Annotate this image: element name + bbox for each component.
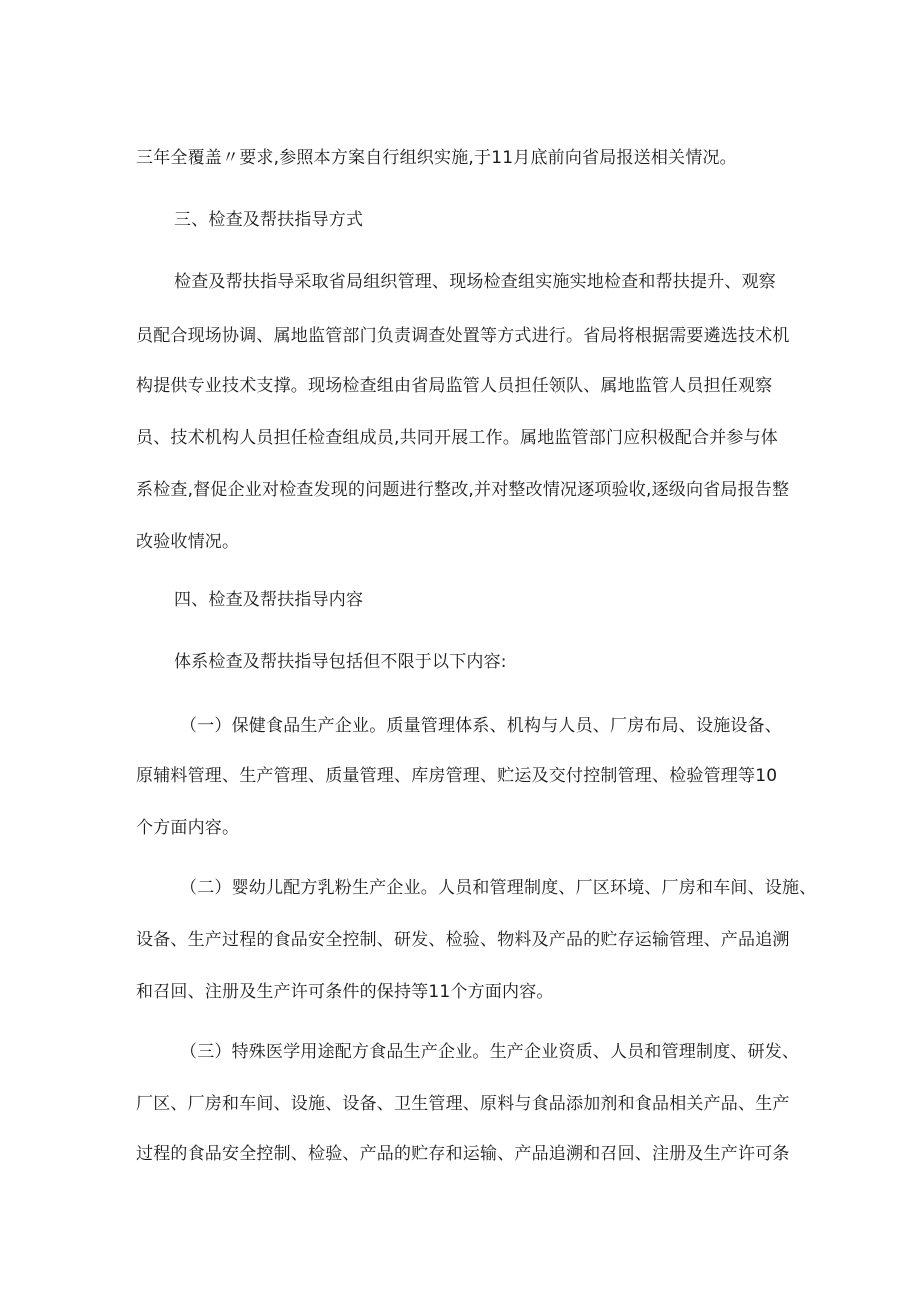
section-heading: 四、检查及帮扶指导内容 (174, 590, 364, 610)
list-item-line: 原辅料管理、生产管理、质量管理、库房管理、贮运及交付控制管理、检验管理等10 (136, 766, 778, 786)
paragraph-line: 构提供专业技术支撑。现场检查组由省局监管人员担任领队、属地监管人员担任观察 (136, 376, 773, 396)
list-item-line: （一）保健食品生产企业。质量管理体系、机构与人员、厂房布局、设施设备、 (180, 716, 782, 736)
paragraph-line: 体系检查及帮扶指导包括但不限于以下内容: (174, 652, 507, 672)
paragraph-line: 检查及帮扶指导采取省局组织管理、现场检查组实施实地检查和帮扶提升、观察 (174, 272, 776, 292)
paragraph-line: 员配合现场协调、属地监管部门负责调查处置等方式进行。省局将根据需要遴选技术机 (136, 326, 790, 346)
paragraph-line: 系检查,督促企业对检查发现的问题进行整改,并对整改情况逐项验收,逐级向省局报告整 (136, 480, 790, 500)
section-heading: 三、检查及帮扶指导方式 (174, 210, 364, 230)
list-item-line: 和召回、注册及生产许可条件的保持等11个方面内容。 (136, 982, 554, 1002)
paragraph-line: 改验收情况。 (136, 532, 240, 552)
list-item-line: 过程的食品安全控制、检验、产品的贮存和运输、产品追溯和召回、注册及生产许可条 (136, 1144, 790, 1164)
list-item-line: （三）特殊医学用途配方食品生产企业。生产企业资质、人员和管理制度、研发、 (180, 1042, 800, 1062)
list-item-line: 个方面内容。 (136, 818, 240, 838)
list-item-line: 设备、生产过程的食品安全控制、研发、检验、物料及产品的贮存运输管理、产品追溯 (136, 930, 790, 950)
list-item-line: （二）婴幼儿配方乳粉生产企业。人员和管理制度、厂区环境、厂房和车间、设施、 (180, 878, 817, 898)
paragraph-line: 三年全覆盖〃要求,参照本方案自行组织实施,于11月底前向省局报送相关情况。 (136, 148, 737, 168)
list-item-line: 厂区、厂房和车间、设施、设备、卫生管理、原料与食品添加剂和食品相关产品、生产 (136, 1094, 790, 1114)
paragraph-line: 员、技术机构人员担任检查组成员,共同开展工作。属地监管部门应积极配合并参与体 (136, 428, 779, 448)
